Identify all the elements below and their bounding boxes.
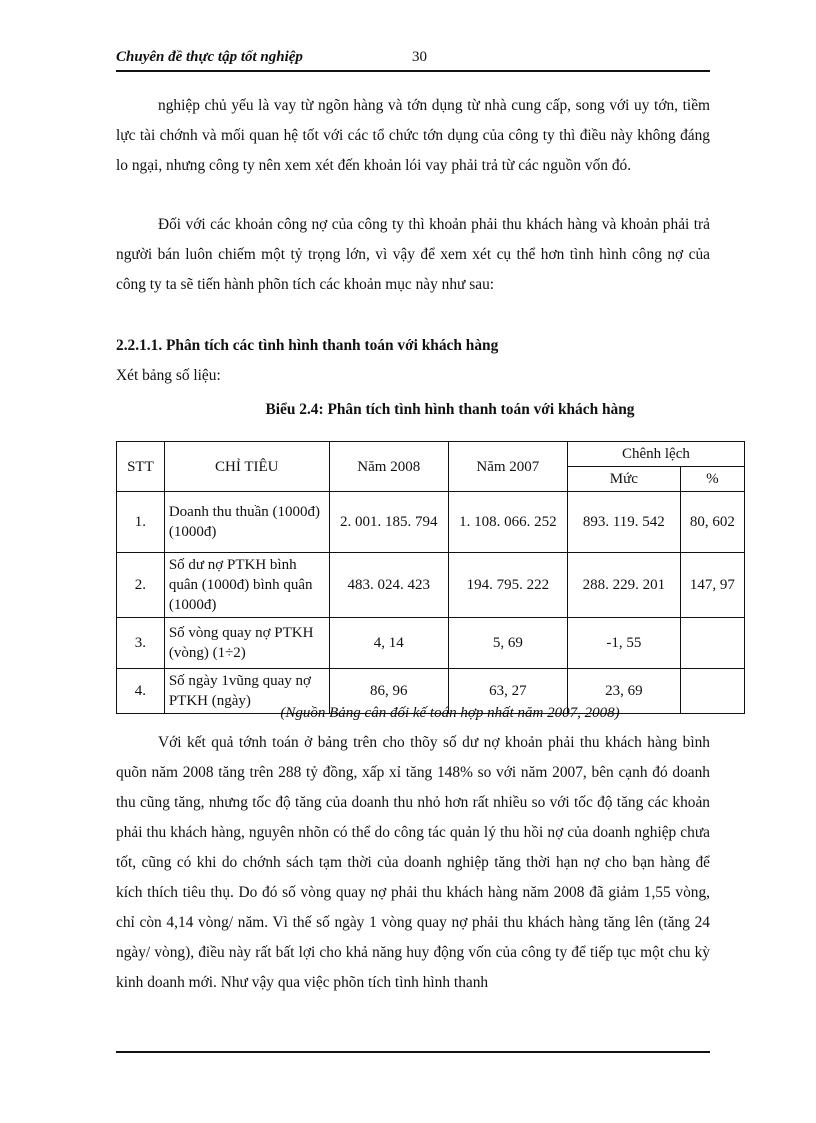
header-muc: Mức bbox=[567, 467, 680, 492]
cell-2008: 483. 024. 423 bbox=[329, 553, 448, 618]
cell-2007: 1. 108. 066. 252 bbox=[448, 492, 567, 553]
header-nam-2007: Năm 2007 bbox=[448, 442, 567, 492]
cell-label: Doanh thu thuần (1000đ) (1000đ) bbox=[164, 492, 329, 553]
cell-2008: 2. 001. 185. 794 bbox=[329, 492, 448, 553]
cell-2007: 194. 795. 222 bbox=[448, 553, 567, 618]
header-chenh-lech: Chênh lệch bbox=[567, 442, 744, 467]
cell-label: Số dư nợ PTKH bình quân (1000đ) bình quân (1000đ) bbox=[164, 553, 329, 618]
paragraph-1-text: nghiệp chủ yếu là vay từ ngõn hàng và tớn dụng từ nhà cung cấp, song với uy tớn, tiềm lực tài chớnh và mối quan hệ tốt với các tổ chức tớn dụng của công ty thì điều này không đáng lo ngại, nhưng công ty nên xem xét đến khoản lói vay phải trả từ các nguồn vốn đó. bbox=[116, 97, 710, 174]
cell-2008: 4, 14 bbox=[329, 618, 448, 669]
cell-muc: 893. 119. 542 bbox=[567, 492, 680, 553]
table-caption: Biểu 2.4: Phân tích tình hình thanh toán với khách hàng bbox=[265, 401, 635, 418]
cell-percent bbox=[680, 618, 744, 669]
table-row bbox=[117, 492, 745, 553]
header-percent: % bbox=[680, 467, 744, 492]
table-intro: Xét bảng số liệu: bbox=[116, 367, 221, 384]
page-number: 30 bbox=[412, 49, 427, 65]
header-chi-tieu: CHỈ TIÊU bbox=[164, 442, 329, 492]
payment-analysis-table bbox=[116, 441, 745, 714]
cell-label: Số ngày 1vũng quay nợ PTKH (ngày) bbox=[164, 669, 329, 714]
paragraph-2 bbox=[116, 210, 710, 300]
paragraph-3-text: Với kết quả tớnh toán ở bảng trên cho thõy số dư nợ khoản phải thu khách hàng bình quõn năm 2008 tăng trên 288 tỷ đồng, xấp xỉ tăng 148% so với năm 2007, bên cạnh đó doanh thu cũng tăng, nhưng tốc độ tăng của doanh thu nhỏ hơn rất nhiều so với tốc độ tăng các khoản phải thu khách hàng, nguyên nhõn có thể do công tác quản lý thu hồi nợ của doanh nghiệp chưa tốt, cũng có khi do chớnh sách tạm thời của doanh nghiệp tăng thời hạn nợ cho bạn hàng để kích thích tiêu thụ. Do đó số vòng quay nợ phải thu khách hàng năm 2008 đã giảm 1,55 vòng, chỉ còn 4,14 vòng/ năm. Vì thế số ngày 1 vòng quay nợ phải thu khách hàng tăng lên (tăng 24 ngày/ vòng), điều này rất bất lợi cho khả năng huy động vốn của công ty để tiếp tục một chu kỳ kinh doanh mới. Như vậy qua việc phõn tích tình hình thanh bbox=[116, 734, 710, 991]
cell-2007: 63, 27 bbox=[448, 669, 567, 714]
cell-muc: 23, 69 bbox=[567, 669, 680, 714]
source-note: (Nguồn Bảng cân đối kế toán hợp nhất năm 2007, 2008) bbox=[280, 705, 620, 721]
table-row bbox=[117, 553, 745, 618]
header-title: Chuyên đề thực tập tốt nghiệp bbox=[116, 49, 303, 65]
table-row bbox=[117, 618, 745, 669]
table-header-row bbox=[117, 442, 745, 467]
page-header bbox=[116, 48, 710, 72]
paragraph-3 bbox=[116, 728, 710, 998]
section-heading: 2.2.1.1. Phân tích các tình hình thanh toán với khách hàng bbox=[116, 337, 499, 354]
cell-stt: 3. bbox=[117, 618, 165, 669]
cell-percent: 80, 602 bbox=[680, 492, 744, 553]
cell-percent: 147, 97 bbox=[680, 553, 744, 618]
footer-rule bbox=[116, 1051, 710, 1053]
cell-stt: 2. bbox=[117, 553, 165, 618]
cell-2007: 5, 69 bbox=[448, 618, 567, 669]
cell-2008: 86, 96 bbox=[329, 669, 448, 714]
cell-muc: 288. 229. 201 bbox=[567, 553, 680, 618]
cell-stt: 1. bbox=[117, 492, 165, 553]
header-stt: STT bbox=[117, 442, 165, 492]
paragraph-2-text: Đối với các khoản công nợ của công ty thì khoản phải thu khách hàng và khoản phải trả người bán luôn chiếm một tỷ trọng lớn, vì vậy để xem xét cụ thể hơn tình hình công nợ của công ty ta sẽ tiến hành phõn tích các khoản mục này như sau: bbox=[116, 216, 710, 293]
cell-stt: 4. bbox=[117, 669, 165, 714]
paragraph-1 bbox=[116, 91, 710, 181]
cell-muc: -1, 55 bbox=[567, 618, 680, 669]
header-nam-2008: Năm 2008 bbox=[329, 442, 448, 492]
cell-label: Số vòng quay nợ PTKH (vòng) (1÷2) bbox=[164, 618, 329, 669]
